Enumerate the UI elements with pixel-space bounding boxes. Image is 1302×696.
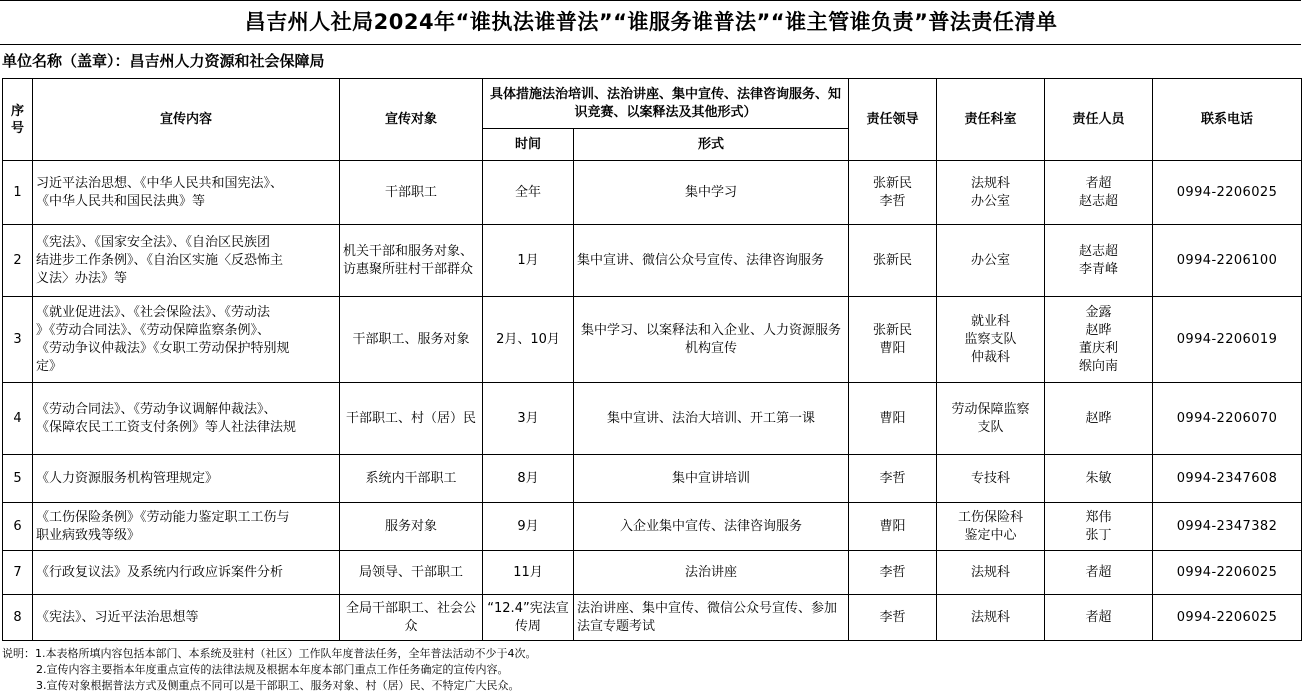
cell-leader-line: 李哲 [879,470,906,486]
cell-dept-line: 鉴定中心 [964,527,1017,543]
title-divider [0,44,1301,45]
cell-content-line: 《工伤保险条例》《劳动能力鉴定职工工伤与 [36,509,290,525]
cell-content [33,297,340,383]
cell-dept-line: 仲裁科 [971,349,1011,365]
cell-form: 集中宣讲、微信公众号宣传、法律咨询服务 [574,225,849,297]
cell-audience: 系统内干部职工 [340,455,483,503]
responsibility-table [2,78,1302,641]
cell-leader-line: 李哲 [879,564,906,580]
cell-time: “12.4”宪法宣传周 [483,595,574,641]
cell-content [33,161,340,225]
cell-person-line: 者超 [1085,609,1112,625]
cell-dept [937,455,1045,503]
cell-content-line: 《宪法》、习近平法治思想等 [36,609,199,625]
table-row [3,551,1302,595]
header-time: 时间 [483,129,574,161]
cell-dept-line: 法规科 [971,609,1011,625]
cell-seq: 1 [3,161,33,225]
header-dept: 责任科室 [937,79,1045,161]
cell-time: 1月 [483,225,574,297]
cell-leader [849,225,937,297]
cell-audience: 局领导、干部职工 [340,551,483,595]
cell-dept [937,595,1045,641]
cell-person [1045,503,1153,551]
cell-seq: 6 [3,503,33,551]
cell-leader-line: 曹阳 [879,410,906,426]
cell-dept-line: 支队 [977,419,1004,435]
cell-person-line: 缑向南 [1079,358,1119,374]
cell-content-line: 《行政复议法》及系统内行政应诉案件分析 [36,564,284,580]
cell-audience: 服务对象 [340,503,483,551]
cell-time: 8月 [483,455,574,503]
cell-leader [849,161,937,225]
cell-form: 集中宣讲培训 [574,455,849,503]
cell-seq: 5 [3,455,33,503]
cell-phone: 0994-2206100 [1153,225,1302,297]
cell-content-line: 《宪法》、《国家安全法》、《自治区民族团 [36,234,271,250]
cell-person-line: 郑伟 [1085,509,1112,525]
cell-dept [937,225,1045,297]
cell-seq: 4 [3,383,33,455]
cell-seq: 2 [3,225,33,297]
cell-time: 3月 [483,383,574,455]
cell-content [33,503,340,551]
cell-person [1045,225,1153,297]
table-row [3,503,1302,551]
note-line-1: 说明：1.本表格所填内容包括本部门、本系统及驻村（社区）工作队年度普法任务，全年普法活动不少于4次。 [2,647,537,660]
cell-person-line: 董庆利 [1079,340,1119,356]
cell-content [33,595,340,641]
header-audience: 宣传对象 [340,79,483,161]
page-title: 昌吉州人社局2024年“谁执法谁普法”“谁服务谁普法”“谁主管谁负责”普法责任清单 [244,10,1058,34]
header-row-1 [3,79,1302,129]
note-line-3: 3.宣传对象根据普法方式及侧重点不同可以是干部职工、服务对象、村（居）民、不特定广大民众。 [36,679,520,692]
cell-leader-line: 曹阳 [879,518,906,534]
header-content: 宣传内容 [33,79,340,161]
cell-person [1045,297,1153,383]
cell-dept-line: 就业科 [971,313,1011,329]
cell-dept-line: 监察支队 [964,331,1017,347]
cell-leader-line: 张新民 [873,175,913,191]
cell-form: 入企业集中宣传、法律咨询服务 [574,503,849,551]
cell-leader-line: 李哲 [879,193,906,209]
cell-seq: 7 [3,551,33,595]
cell-person [1045,595,1153,641]
header-form: 形式 [574,129,849,161]
cell-dept [937,297,1045,383]
table-row [3,297,1302,383]
cell-content [33,455,340,503]
cell-dept-line: 法规科 [971,564,1011,580]
cell-leader [849,383,937,455]
cell-content-line: 定》 [36,358,63,374]
cell-content-line: 《就业促进法》、《社会保险法》、《劳动法 [36,304,271,320]
cell-dept [937,551,1045,595]
cell-dept [937,503,1045,551]
cell-form: 集中学习、以案释法和入企业、人力资源服务机构宣传 [574,297,849,383]
cell-dept-line: 工伤保险科 [958,509,1024,525]
cell-content-line: 习近平法治思想、《中华人民共和国宪法》、 [36,175,284,191]
cell-person [1045,161,1153,225]
cell-dept [937,383,1045,455]
cell-content-line: 《人力资源服务机构管理规定》 [36,470,219,486]
cell-time: 2月、10月 [483,297,574,383]
cell-seq: 8 [3,595,33,641]
cell-person-line: 李青峰 [1079,261,1119,277]
cell-audience: 干部职工、村（居）民 [340,383,483,455]
cell-audience: 干部职工 [340,161,483,225]
cell-content-line: 《保障农民工工资支付条例》等人社法律法规 [36,419,297,435]
cell-person-line: 张丁 [1085,527,1112,543]
cell-form: 集中学习 [574,161,849,225]
cell-phone: 0994-2347608 [1153,455,1302,503]
cell-leader-line: 李哲 [879,609,906,625]
note-line-2: 2.宣传内容主要指本年度重点宣传的法律法规及根据本年度本部门重点工作任务确定的宣传内容。 [36,663,509,676]
cell-leader [849,595,937,641]
cell-leader [849,503,937,551]
cell-dept-line: 办公室 [971,252,1011,268]
cell-leader [849,455,937,503]
cell-phone: 0994-2206019 [1153,297,1302,383]
cell-form: 集中宣讲、法治大培训、开工第一课 [574,383,849,455]
cell-dept [937,161,1045,225]
cell-leader-line: 张新民 [873,252,913,268]
cell-content [33,383,340,455]
cell-leader-line: 曹阳 [879,340,906,356]
cell-audience: 机关干部和服务对象、访惠聚所驻村干部群众 [340,225,483,297]
notes [2,646,1300,694]
unit-name: 单位名称（盖章）：昌吉州人力资源和社会保障局 [2,52,325,70]
cell-audience: 干部职工、服务对象 [340,297,483,383]
table-row [3,595,1302,641]
cell-leader [849,297,937,383]
cell-person-line: 者超 [1085,175,1112,191]
cell-dept-line: 劳动保障监察 [951,401,1030,417]
cell-dept-line: 法规科 [971,175,1011,191]
cell-content-line: 》《劳动合同法》、《劳动保障监察条例》、 [36,322,271,338]
table-row [3,225,1302,297]
cell-time: 全年 [483,161,574,225]
cell-content-line: 职业病致残等级》 [36,527,141,543]
cell-content-line: 《劳动合同法》、《劳动争议调解仲裁法》、 [36,401,277,417]
header-measures: 具体措施法治培训、法治讲座、集中宣传、法律咨询服务、知识竞赛、以案释法及其他形式） [483,79,849,129]
cell-person [1045,383,1153,455]
cell-person [1045,455,1153,503]
cell-person-line: 赵志超 [1079,193,1119,209]
cell-person [1045,551,1153,595]
table-row [3,161,1302,225]
cell-content [33,225,340,297]
cell-content-line: 《中华人民共和国民法典》等 [36,193,206,209]
cell-phone: 0994-2206025 [1153,595,1302,641]
table-body [3,161,1302,641]
cell-audience: 全局干部职工、社会公众 [340,595,483,641]
cell-content-line: 《劳动争议仲裁法》《女职工劳动保护特别规 [36,340,290,356]
header-phone: 联系电话 [1153,79,1302,161]
cell-person-line: 赵志超 [1079,243,1119,259]
cell-time: 9月 [483,503,574,551]
cell-seq: 3 [3,297,33,383]
cell-content-line: 义法〉办法》等 [36,270,128,286]
cell-dept-line: 办公室 [971,193,1011,209]
cell-phone: 0994-2347382 [1153,503,1302,551]
header-seq: 序号 [3,79,33,161]
cell-person-line: 朱敏 [1085,470,1112,486]
cell-leader [849,551,937,595]
cell-content-line: 结进步工作条例》、《自治区实施〈反恐怖主 [36,252,284,268]
cell-person-line: 金露 [1085,304,1112,320]
header-person: 责任人员 [1045,79,1153,161]
cell-phone: 0994-2206025 [1153,551,1302,595]
cell-form: 法治讲座、集中宣传、微信公众号宣传、参加法宣专题考试 [574,595,849,641]
table-row [3,383,1302,455]
header-leader: 责任领导 [849,79,937,161]
cell-phone: 0994-2206070 [1153,383,1302,455]
cell-person-line: 赵晔 [1085,322,1112,338]
cell-person-line: 赵晔 [1085,410,1112,426]
cell-form: 法治讲座 [574,551,849,595]
cell-dept-line: 专技科 [971,470,1011,486]
table-row [3,455,1302,503]
cell-person-line: 者超 [1085,564,1112,580]
cell-time: 11月 [483,551,574,595]
cell-phone: 0994-2206025 [1153,161,1302,225]
cell-content [33,551,340,595]
cell-leader-line: 张新民 [873,322,913,338]
